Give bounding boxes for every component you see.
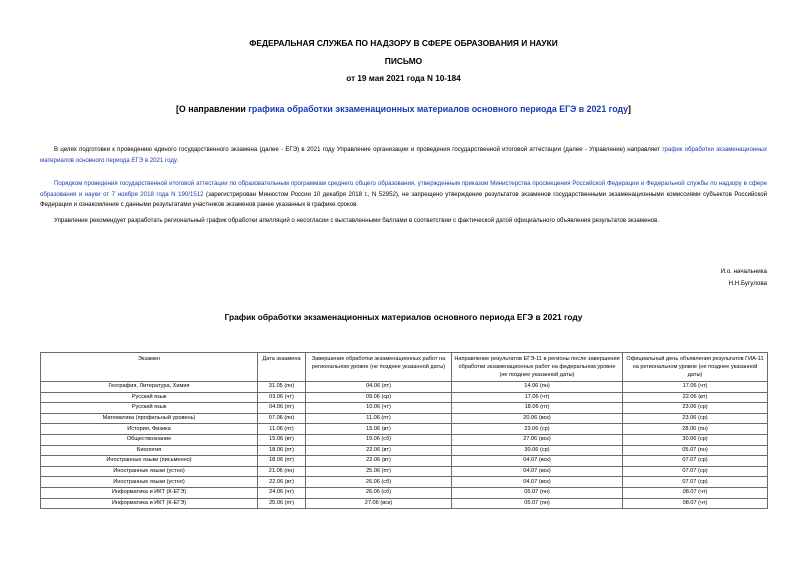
table-row: [41, 403, 768, 414]
cell-federal: 17.06 (чт): [452, 392, 623, 403]
cell-federal: 27.06 (вск): [452, 434, 623, 445]
table-row: [41, 424, 768, 435]
cell-regional: 19.06 (сб): [306, 434, 452, 445]
cell-official: 08.07 (чт): [623, 487, 768, 498]
table-row: [41, 477, 768, 488]
cell-federal: 30.06 (ср): [452, 445, 623, 456]
cell-exam: Иностранные языки (письменно): [41, 456, 258, 467]
cell-official: 05.07 (пн): [623, 445, 768, 456]
procedure-link[interactable]: Порядком проведения государственной итоговой аттестации по образовательным программам среднего общего образования, утвержденным приказом Министерства просвещения Российской Федерации и Федеральной службы по надзору в сфере образования и науки от 7 ноября 2018 года N 190/1512: [40, 180, 767, 198]
cell-date: 18.06 (пт): [258, 456, 306, 467]
cell-regional: 27.06 (вск): [306, 498, 452, 509]
cell-federal: 04.07 (вск): [452, 466, 623, 477]
cell-date: 04.06 (пт): [258, 403, 306, 414]
cell-date: 21.06 (пн): [258, 466, 306, 477]
document-type: ПИСЬМО: [384, 56, 423, 66]
cell-regional: 09.06 (ср): [306, 392, 452, 403]
cell-official: 23.06 (ср): [623, 413, 768, 424]
table-row: [41, 445, 768, 456]
paragraph-2-text: (зарегистрирован Минюстом России 10 декабря 2018 г., N 52952), не запрещено утверждение результатов экзаменов государственными экзаменационными комиссиями субъектов Российской Федерации и ознакомление с данными результатами участников экзаменов ранее указанных в графике сроков.: [40, 190, 767, 208]
header-federal-results: Направление результатов ЕГЭ-11 в регионы после завершения обработки экзаменационных работ на федеральном уровне (не позднее указанной даты): [452, 353, 623, 382]
cell-exam: Биология: [41, 445, 258, 456]
cell-federal: 05.07 (пн): [452, 498, 623, 509]
table-row: [41, 382, 768, 393]
cell-date: 22.06 (вт): [258, 477, 306, 488]
cell-federal: 05.07 (пн): [452, 487, 623, 498]
cell-regional: 22.06 (вт): [306, 445, 452, 456]
cell-regional: 15.06 (вт): [306, 424, 452, 435]
cell-federal: 04.07 (вск): [452, 456, 623, 467]
cell-official: 17.06 (чт): [623, 382, 768, 393]
cell-exam: Информатика и ИКТ (К-ЕГЭ): [41, 498, 258, 509]
cell-official: 07.07 (ср): [623, 466, 768, 477]
table-row: [41, 413, 768, 424]
cell-regional: 10.06 (чт): [306, 403, 452, 414]
cell-date: 11.06 (пт): [258, 424, 306, 435]
header-exam: Экзамен: [41, 353, 258, 382]
cell-exam: Иностранные языки (устно): [41, 477, 258, 488]
cell-date: 31.05 (пн): [258, 382, 306, 393]
schedule-link[interactable]: график обработки экзаменационных материалов основного периода ЕГЭ в 2021 году: [40, 146, 767, 164]
cell-date: 18.06 (пт): [258, 445, 306, 456]
cell-federal: 18.06 (пт): [452, 403, 623, 414]
subject-link[interactable]: графика обработки экзаменационных материалов основного периода ЕГЭ в 2021 году: [248, 104, 629, 114]
cell-exam: География, Литература, Химия: [41, 382, 258, 393]
cell-regional: 11.06 (пт): [306, 413, 452, 424]
cell-federal: 20.06 (вск): [452, 413, 623, 424]
cell-official: 22.06 (вт): [623, 392, 768, 403]
table-row: [41, 466, 768, 477]
table-header-row: [41, 353, 768, 382]
agency-heading: ФЕДЕРАЛЬНАЯ СЛУЖБА ПО НАДЗОРУ В СФЕРЕ ОБРАЗОВАНИЯ И НАУКИ: [249, 38, 558, 48]
cell-date: 25.06 (пт): [258, 498, 306, 509]
cell-official: 30.06 (ср): [623, 434, 768, 445]
header-exam-date: Дата экзамена: [258, 353, 306, 382]
document-subject: [0, 104, 807, 114]
cell-date: 03.06 (чт): [258, 392, 306, 403]
cell-regional: 26.06 (сб): [306, 487, 452, 498]
schedule-table: [40, 352, 768, 509]
cell-exam: Обществознание: [41, 434, 258, 445]
cell-federal: 04.07 (вск): [452, 477, 623, 488]
table-row: [41, 392, 768, 403]
cell-official: 07.07 (ср): [623, 456, 768, 467]
cell-exam: Математика (профильный уровень): [41, 413, 258, 424]
cell-exam: Русский язык: [41, 403, 258, 414]
cell-exam: История, Физика: [41, 424, 258, 435]
table-row: [41, 456, 768, 467]
cell-regional: 22.06 (вт): [306, 456, 452, 467]
table-row: [41, 487, 768, 498]
cell-official: 08.07 (чт): [623, 498, 768, 509]
header-official-announcement: Официальный день объявления результатов ГИА-11 на региональном уровне (не позднее указанной даты): [623, 353, 768, 382]
cell-date: 24.06 (чт): [258, 487, 306, 498]
cell-official: 23.06 (ср): [623, 403, 768, 414]
header-regional-processing: Завершение обработки экзаменационных работ на региональном уровне (не позднее указанной даты): [306, 353, 452, 382]
cell-regional: 04.06 (пт): [306, 382, 452, 393]
cell-federal: 14.06 (пн): [452, 382, 623, 393]
document-date-number: от 19 мая 2021 года N 10-184: [346, 74, 461, 83]
signature-name: Н.Н.Бугулова: [728, 280, 767, 287]
signature-position: И.о. начальника: [720, 268, 767, 275]
subject-prefix: [О направлении: [176, 104, 249, 114]
paragraph-1-text: В целях подготовки к проведению единого государственного экзамена (далее - ЕГЭ) в 2021 году Управление организации и проведения государственной итоговой аттестации (далее - Управление) направляет: [54, 146, 663, 153]
cell-exam: Информатика и ИКТ (К-ЕГЭ): [41, 487, 258, 498]
paragraph-2: [40, 179, 767, 211]
cell-federal: 23.06 (ср): [452, 424, 623, 435]
paragraph-3: Управление рекомендует разработать региональный график обработки апелляций о несогласии с выставленными баллами в соответствии с фактической датой официального объявления результатов экзаменов.: [54, 217, 660, 224]
cell-exam: Русский язык: [41, 392, 258, 403]
table-row: [41, 498, 768, 509]
cell-regional: 25.06 (пт): [306, 466, 452, 477]
paragraph-1: [40, 145, 767, 166]
cell-official: 28.06 (пн): [623, 424, 768, 435]
subject-suffix: ]: [628, 104, 631, 114]
cell-date: 07.06 (пн): [258, 413, 306, 424]
paragraph-1-end: .: [176, 156, 179, 164]
cell-date: 15.06 (вт): [258, 434, 306, 445]
schedule-table-title: График обработки экзаменационных материалов основного периода ЕГЭ в 2021 году: [224, 312, 583, 322]
cell-exam: Иностранные языки (устно): [41, 466, 258, 477]
table-row: [41, 434, 768, 445]
cell-official: 07.07 (ср): [623, 477, 768, 488]
cell-regional: 26.06 (сб): [306, 477, 452, 488]
